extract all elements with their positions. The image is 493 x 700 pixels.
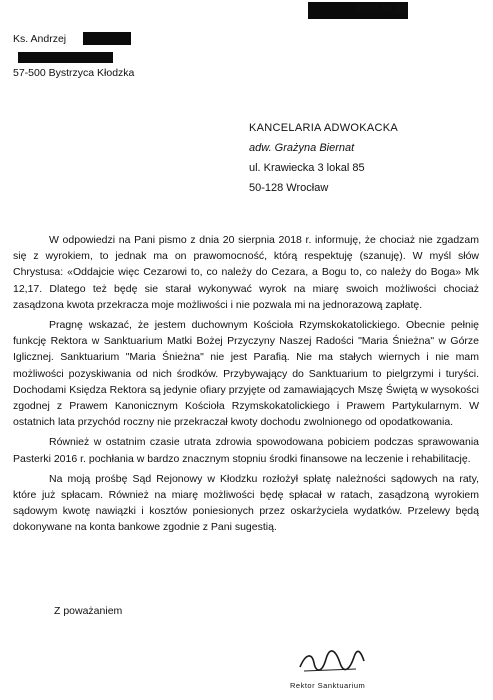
body-paragraph-4: Na moją prośbę Sąd Rejonowy w Kłodzku rozłożył spłatę należności sądowych na raty, które już spłacam. Również na miarę możliwości będę spłacał w ratach, zasądzoną wyrokiem sądowym kwotę nawiązki i kosztów poniesionych przez oskarżyciela wydatków. Przelewy będą dokonywane na konta bankowe zgodnie z Pani sugestią. [13, 472, 479, 534]
recipient-office: KANCELARIA ADWOKACKA [249, 122, 399, 134]
letter-date: 2018.09.10 [355, 4, 408, 15]
sender-name-row [13, 31, 134, 48]
body-paragraph-2: Pragnę wskazać, że jestem duchownym Kościoła Rzymskokatolickiego. Obecnie pełnię funkcję Rektora w Sanktuarium Matki Bożej Przyczyny Naszej Radości "Maria Śnieżna" w Górze Iglicznej. Sanktuarium "Maria Śnieżna" nie jest Parafią. Nie ma stałych wiernych i nie mam możliwości pozyskiwania od nich środków. Przybywający do Sanktuarium to pielgrzymi i turyści. Dochodami Księdza Rektora są jedynie ofiary przyjęte od zamawiających Mszę Świętą w wysokości zgodnej z Prawem Kanonicznym Kościoła Rzymskokatolickiego i Prawem Partykularnym. W ostatnich lata przychód roczny nie przekraczał kwoty dochodu zwolnionego od opodatkowania. [13, 319, 479, 429]
recipient-address [249, 118, 398, 198]
recipient-postal: 50-128 Wrocław [249, 182, 329, 194]
sender-surname-redaction [83, 32, 131, 45]
recipient-street: ul. Krawiecka 3 lokal 85 [249, 162, 365, 174]
recipient-lawyer: adw. Grażyna Biernat [249, 142, 355, 154]
closing-salutation: Z poważaniem [54, 605, 123, 617]
sender-street-redaction [18, 52, 113, 63]
letter-body [13, 232, 479, 540]
sender-city: 57-500 Bystrzyca Kłodzka [13, 67, 135, 79]
body-paragraph-3: Również w ostatnim czasie utrata zdrowia spowodowana pobiciem podczas sprawowania Pasterki 2016 r. pochłania w bardzo znacznym stopniu środki finansowe na leczenie i rehabilitację. [13, 436, 479, 465]
sender-street-row [13, 48, 134, 65]
signature-title: Rektor Sanktuarium [290, 681, 366, 690]
sender-address [13, 31, 134, 82]
handwritten-signature [296, 647, 366, 675]
sender-city-row [13, 65, 134, 82]
body-paragraph-1: W odpowiedzi na Pani pismo z dnia 20 sierpnia 2018 r. informuję, że chociaż nie zgadzam się z wyrokiem, to jednak ma on prawomocność, którą respektuję (szanuję). W myśl słów Chrystusa: «Oddajcie więc Cezarowi to, co należy do Cezara, a Bogu to, co należy do Boga» Mk 12,17. Dlatego też będę sie starał wykonywać wyrok na miarę swoich możliwości chociaż zasądzona kwota przekracza moje możliwości i nie pozwala mi na jednorazową zapłatę. [13, 234, 479, 311]
sender-name: Ks. Andrzej [13, 33, 67, 45]
